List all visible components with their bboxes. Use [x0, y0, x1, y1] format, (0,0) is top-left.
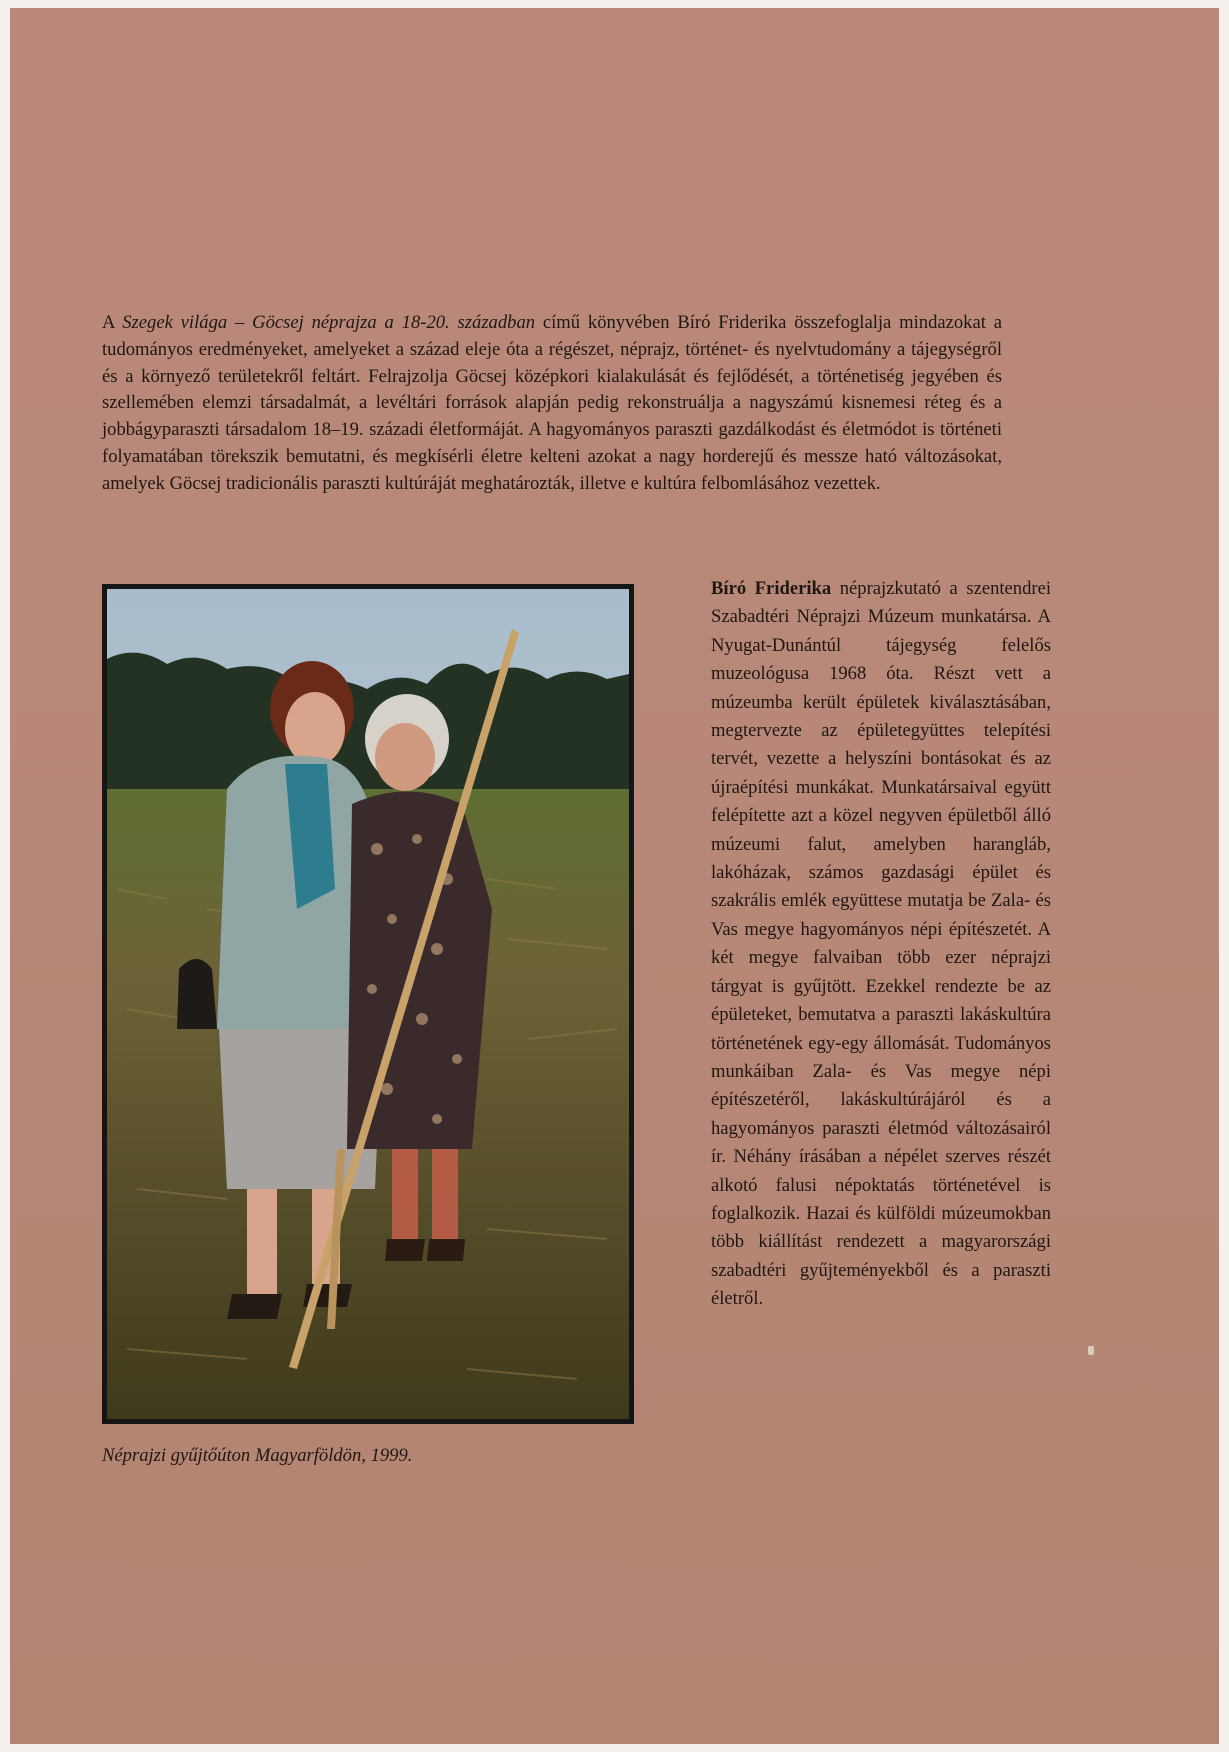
author-name: Bíró Friderika [711, 578, 832, 599]
book-description [102, 310, 1002, 498]
back-cover [10, 8, 1219, 1744]
author-bio [711, 575, 1051, 1314]
book-title: Szegek világa – Göcsej néprajza a 18-20. században [122, 312, 536, 333]
bio-text: néprajzkutató a szentendrei Szabadtéri Néprajzi Múzeum munkatársa. A Nyugat-Dunántúl tájegység felelős muzeológusa 1968 óta. Részt vett a múzeumba került épületek kiválasztásában, megtervezte az épületegyüttes telepítési tervét, vezette a helyszíni bontásokat és az újraépítési munkákat. Munkatársaival együtt felépítette azt a közel negyven épületből álló múzeumi falut, amelyben harangláb, lakóházak, számos gazdasági épület és szakrális emlék együttese mutatja be Zala- és Vas megye hagyományos népi építészetét. A két megye falvaiban több ezer néprajzi tárgyat is gyűjtött. Ezekkel rendezte be az épületeket, bemutatva a paraszti lakáskultúra történetének egy-egy állomását. Tudományos munkáiban Zala- és Vas megye népi építészetéről, lakáskultúrájáról és a hagyományos paraszti életmód változásairól ír. Néhány írásában a népélet szerves részét alkotó falusi népoktatás történetével is foglalkozik. Hazai és külföldi múzeumokban több kiállítást rendezett a magyarországi szabadtéri gyűjteményekből és a paraszti életről. [711, 578, 1051, 1310]
description-lead: A [102, 312, 123, 333]
description-text: című könyvében Bíró Friderika összefoglalja mindazokat a tudományos eredményeket, amelyeket a század eleje óta a régészet, néprajz, történet- és nyelvtudomány a tájegységről és a környező területekről feltárt. Felrajzolja Göcsej középkori kialakulását és fejlődését, a történetiség jegyében és szellemében elemzi társadalmát, a levéltári források alapján pedig rekonstruálja a nagyszámú kisnemesi réteg és a jobbágyparaszti társadalom 18–19. századi életformáját. A hagyományos paraszti gazdálkodást és életmódot is történeti folyamatában törekszik bemutatni, és megkísérli életre kelteni azokat a nagy horderejű és messze ható változásokat, amelyek Göcsej tradicionális paraszti kultúráját meghatározták, illetve e kultúra felbomlásához vezettek. [102, 312, 1002, 494]
scan-speck [1088, 1346, 1094, 1355]
photo-illustration [107, 589, 629, 1419]
author-photo [102, 584, 634, 1424]
photo-caption: Néprajzi gyűjtőúton Magyarföldön, 1999. [102, 1445, 413, 1466]
